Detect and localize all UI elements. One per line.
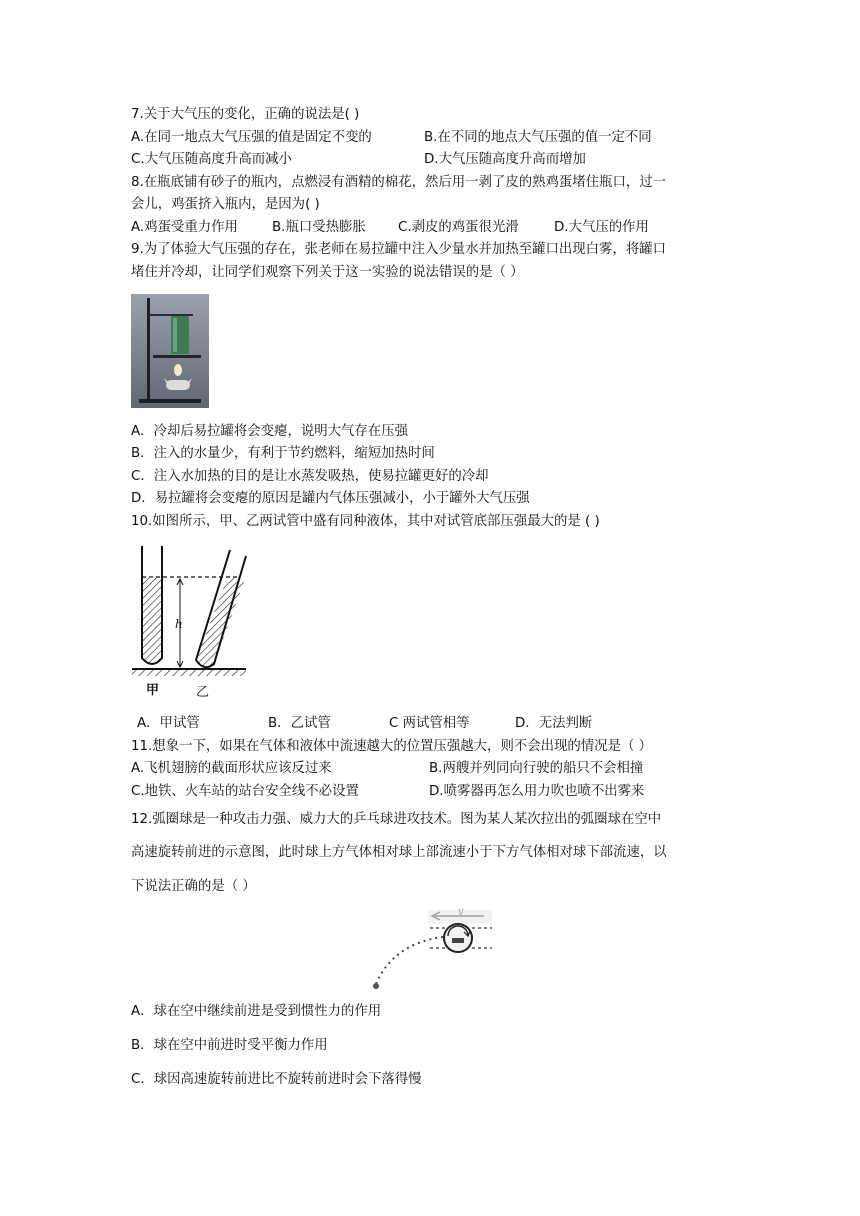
q12-option-a: A．球在空中继续前进是受到惯性力的作用 xyxy=(131,1004,382,1019)
q12-option-c: C．球因高速旋转前进比不旋转前进时会下落得慢 xyxy=(131,1072,422,1087)
q12-stem-line3: 下说法正确的是（ ） xyxy=(131,879,256,894)
q7-option-b: B.在不同的地点大气压强的值一定不同 xyxy=(424,130,652,145)
q9-stem-line1: 9.为了体验大气压强的存在，张老师在易拉罐中注入少量水并加热至罐口出现白雾，将罐口 xyxy=(131,242,667,257)
q12-option-b: B．球在空中前进时受平衡力作用 xyxy=(131,1038,328,1053)
q8-stem-line2: 会儿，鸡蛋挤入瓶内，是因为( ) xyxy=(131,197,320,212)
test-tubes-figure xyxy=(128,542,252,700)
q12-stem-line1: 12.弧圈球是一种攻击力强、威力大的乒乓球进攻技术。图为某人某次拉出的弧圈球在空中 xyxy=(131,812,662,827)
q9-stem-line2: 堵住并冷却，让同学们观察下列关于这一实验的说法错误的是（ ） xyxy=(131,265,524,280)
q11-stem: 11.想象一下，如果在气体和液体中流速越大的位置压强越大，则不会出现的情况是（ ） xyxy=(131,739,653,754)
q10-option-d: D．无法判断 xyxy=(515,716,593,731)
q11-option-d: D.喷雾器再怎么用力吹也喷不出雾来 xyxy=(429,784,645,799)
q9-option-c: C．注入水加热的目的是让水蒸发吸热，使易拉罐更好的冷却 xyxy=(131,469,489,484)
q7-option-a: A.在同一地点大气压强的值是固定不变的 xyxy=(131,130,372,145)
q7-option-d: D.大气压随高度升高而增加 xyxy=(424,152,586,167)
q10-option-b: B．乙试管 xyxy=(268,716,331,731)
spinning-ball-figure xyxy=(366,906,496,994)
q11-option-c: C.地铁、火车站的站台安全线不必设置 xyxy=(131,784,359,799)
q11-option-a: A.飞机翅膀的截面形状应该反过来 xyxy=(131,761,332,776)
q10-stem: 10.如图所示，甲、乙两试管中盛有同种液体，其中对试管底部压强最大的是 ( ) xyxy=(131,514,600,529)
q10-option-a: A．甲试管 xyxy=(137,716,200,731)
tube-yi-label: 乙 xyxy=(196,685,210,700)
can-heating-figure xyxy=(131,294,209,408)
q9-option-b: B．注入的水量少，有利于节约燃料，缩短加热时间 xyxy=(131,446,435,461)
q8-option-b: B.瓶口受热膨胀 xyxy=(272,220,366,235)
q9-option-d: D．易拉罐将会变瘪的原因是罐内气体压强减小，小于罐外大气压强 xyxy=(131,491,530,506)
q8-option-d: D.大气压的作用 xyxy=(554,220,649,235)
tube-jia-label: 甲 xyxy=(146,683,160,698)
q7-stem: 7.关于大气压的变化，正确的说法是( ) xyxy=(131,107,360,122)
q11-option-b: B.两艘并列同向行驶的船只不会相撞 xyxy=(429,761,644,776)
q8-option-a: A.鸡蛋受重力作用 xyxy=(131,220,238,235)
q12-stem-line2: 高速旋转前进的示意图，此时球上方气体相对球上部流速小于下方气体相对球下部流速，以 xyxy=(131,845,667,860)
height-label: h xyxy=(175,617,183,631)
q8-stem-line1: 8.在瓶底铺有砂子的瓶内，点燃浸有酒精的棉花，然后用一剥了皮的熟鸡蛋堵住瓶口，过一 xyxy=(131,175,667,190)
q8-option-c: C.剥皮的鸡蛋很光滑 xyxy=(398,220,519,235)
q10-option-c: C 两试管相等 xyxy=(389,716,470,731)
q7-option-c: C.大气压随高度升高而减小 xyxy=(131,152,292,167)
q9-option-a: A．冷却后易拉罐将会变瘪，说明大气存在压强 xyxy=(131,424,408,439)
